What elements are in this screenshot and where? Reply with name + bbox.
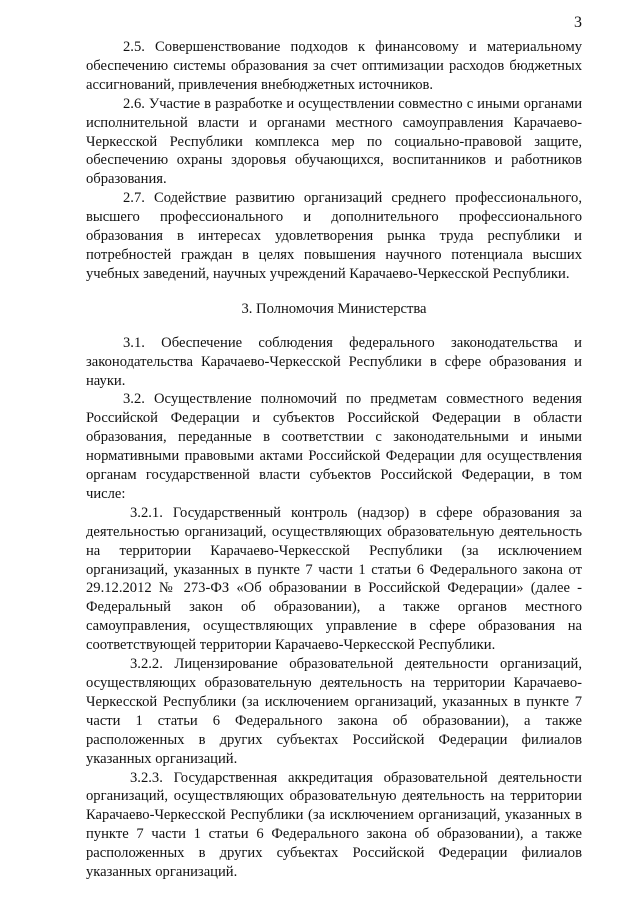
page-number: 3	[574, 14, 582, 31]
paragraph-3-1: 3.1. Обеспечение соблюдения федерального законодательства и законодательства Карачаево-Черкесской Республики в сфере образования и науки.	[86, 334, 582, 389]
paragraph-2-6: 2.6. Участие в разработке и осуществлении совместно с иными органами исполнительной власти и органами местного самоуправления Карачаево-Черкесской Республики комплекса мер по социально-правовой защите, обеспечению охраны здоровья обучающихся, воспитанников и работников образования.	[86, 95, 582, 188]
paragraph-2-7: 2.7. Содействие развитию организаций среднего профессионального, высшего профессионального и дополнительного профессионального образования в интересах удовлетворения рынка труда республики и потребностей граждан в целях повышения научного потенциала высших учебных заведений, научных учреждений Карачаево-Черкесской Республики.	[86, 190, 582, 282]
paragraph-3-2-3: 3.2.3. Государственная аккредитация образовательной деятельности организаций, осуществляющих образовательную деятельность на территории Карачаево-Черкесской Республики (за исключением организаций, указанных в пункте 7 части 1 статьи 6 Федерального закона об образовании), а также расположенных в других субъектах Российской Федерации филиалов указанных организаций.	[86, 769, 582, 881]
paragraph-3-2-2: 3.2.2. Лицензирование образовательной деятельности организаций, осуществляющих образовательную деятельность на территории Карачаево-Черкесской Республики (за исключением организаций, указанных в пункте 7 части 1 статьи 6 Федерального закона об образовании), а также расположенных в других субъектах Российской Федерации филиалов указанных организаций.	[86, 656, 582, 767]
paragraph-2-5: 2.5. Совершенствование подходов к финансовому и материальному обеспечению системы образования за счет оптимизации расходов бюджетных ассигнований, привлечения внебюджетных источников.	[86, 39, 582, 93]
paragraph-3-2: 3.2. Осуществление полномочий по предметам совместного ведения Российской Федерации и субъектов Российской Федерации в области образования, переданные в соответствии с законодательными и иными нормативными правовыми актами Российской Федерации для осуществления органам государственной власти субъектов Российской Федерации, в том числе:	[86, 391, 582, 502]
section-heading: 3. Полномочия Министерства	[241, 300, 427, 317]
paragraph-3-2-1: 3.2.1. Государственный контроль (надзор) в сфере образования за деятельностью организаций, осуществляющих образовательную деятельность на территории Карачаево-Черкесской Республики (за исключением организаций, указанных в пункте 7 части 1 статьи 6 Федерального закона от 29.12.2012 № 273-ФЗ «Об образовании в Российской Федерации» (далее - Федеральный закон об образовании), а также органов местного самоуправления, осуществляющих управление в сфере образования на соответствующей территории Карачаево-Черкесской Республики.	[86, 504, 582, 654]
document-body	[86, 38, 582, 882]
